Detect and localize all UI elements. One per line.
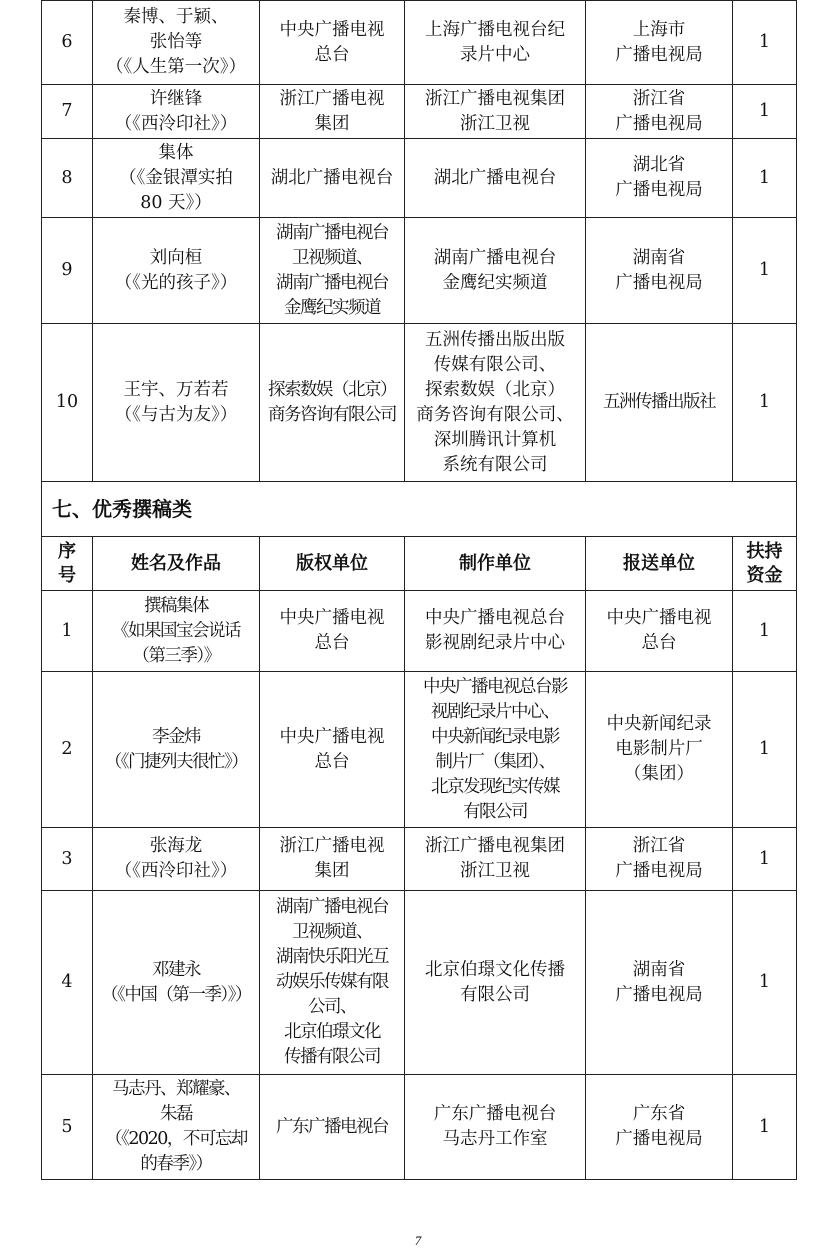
row-number: 3 bbox=[42, 828, 93, 891]
copyright-unit: 浙江广播电视 集团 bbox=[260, 85, 405, 139]
name-and-work: 邓建永 （《中国（第一季）》） bbox=[93, 891, 260, 1075]
table-row bbox=[42, 139, 797, 218]
row-number: 5 bbox=[42, 1075, 93, 1180]
production-unit: 五洲传播出版出版 传媒有限公司、 探索数娱（北京） 商务咨询有限公司、 深圳腾讯计算机 系统有限公司 bbox=[405, 324, 586, 482]
submitting-unit: 浙江省 广播电视局 bbox=[586, 828, 733, 891]
row-number: 4 bbox=[42, 891, 93, 1075]
row-number: 10 bbox=[42, 324, 93, 482]
table-header-row bbox=[42, 537, 797, 591]
award-table bbox=[41, 0, 797, 1180]
table-row bbox=[42, 828, 797, 891]
copyright-unit: 湖南广播电视台 卫视频道、 湖南快乐阳光互 动娱乐传媒有限 公司、 北京伯璟文化 传播有限公司 bbox=[260, 891, 405, 1075]
support-fund: 1 bbox=[733, 891, 797, 1075]
table-row bbox=[42, 1075, 797, 1180]
section-heading-row bbox=[42, 482, 797, 537]
copyright-unit: 浙江广播电视 集团 bbox=[260, 828, 405, 891]
submitting-unit: 湖南省 广播电视局 bbox=[586, 218, 733, 324]
header-production-unit: 制作单位 bbox=[405, 537, 586, 591]
section-title: 七、优秀撰稿类 bbox=[42, 482, 797, 537]
table-row bbox=[42, 324, 797, 482]
submitting-unit: 中央新闻纪录 电影制片厂 （集团） bbox=[586, 672, 733, 828]
production-unit: 广东广播电视台 马志丹工作室 bbox=[405, 1075, 586, 1180]
row-number: 8 bbox=[42, 139, 93, 218]
row-number: 6 bbox=[42, 1, 93, 85]
submitting-unit: 上海市 广播电视局 bbox=[586, 1, 733, 85]
copyright-unit: 中央广播电视 总台 bbox=[260, 1, 405, 85]
support-fund: 1 bbox=[733, 1075, 797, 1180]
table-row bbox=[42, 218, 797, 324]
support-fund: 1 bbox=[733, 828, 797, 891]
copyright-unit: 探索数娱（北京） 商务咨询有限公司 bbox=[260, 324, 405, 482]
production-unit: 中央广播电视总台 影视剧纪录片中心 bbox=[405, 591, 586, 672]
name-and-work: 秦博、于颖、 张怡等 （《人生第一次》） bbox=[93, 1, 260, 85]
submitting-unit: 五洲传播出版社 bbox=[586, 324, 733, 482]
table-row bbox=[42, 891, 797, 1075]
production-unit: 北京伯璟文化传播 有限公司 bbox=[405, 891, 586, 1075]
header-name-and-work: 姓名及作品 bbox=[93, 537, 260, 591]
page-number: 7 bbox=[414, 1233, 422, 1248]
name-and-work: 李金炜 （《门捷列夫很忙》） bbox=[93, 672, 260, 828]
row-number: 1 bbox=[42, 591, 93, 672]
support-fund: 1 bbox=[733, 1, 797, 85]
production-unit: 上海广播电视台纪 录片中心 bbox=[405, 1, 586, 85]
name-and-work: 刘向桓 （《光的孩子》） bbox=[93, 218, 260, 324]
submitting-unit: 中央广播电视 总台 bbox=[586, 591, 733, 672]
copyright-unit: 中央广播电视 总台 bbox=[260, 672, 405, 828]
support-fund: 1 bbox=[733, 218, 797, 324]
production-unit: 中央广播电视总台影 视剧纪录片中心、 中央新闻纪录电影 制片厂（集团）、 北京发现纪实传媒 有限公司 bbox=[405, 672, 586, 828]
name-and-work: 张海龙 （《西泠印社》） bbox=[93, 828, 260, 891]
header-support-fund: 扶持 资金 bbox=[733, 537, 797, 591]
name-and-work: 许继锋 （《西泠印社》） bbox=[93, 85, 260, 139]
name-and-work: 撰稿集体 《如果国宝会说话 （第三季）》 bbox=[93, 591, 260, 672]
copyright-unit: 湖南广播电视台 卫视频道、 湖南广播电视台 金鹰纪实频道 bbox=[260, 218, 405, 324]
support-fund: 1 bbox=[733, 85, 797, 139]
copyright-unit: 广东广播电视台 bbox=[260, 1075, 405, 1180]
production-unit: 湖北广播电视台 bbox=[405, 139, 586, 218]
production-unit: 浙江广播电视集团 浙江卫视 bbox=[405, 828, 586, 891]
table-row bbox=[42, 591, 797, 672]
header-copyright-unit: 版权单位 bbox=[260, 537, 405, 591]
support-fund: 1 bbox=[733, 324, 797, 482]
row-number: 7 bbox=[42, 85, 93, 139]
header-number: 序 号 bbox=[42, 537, 93, 591]
submitting-unit: 湖北省 广播电视局 bbox=[586, 139, 733, 218]
support-fund: 1 bbox=[733, 672, 797, 828]
table-row bbox=[42, 672, 797, 828]
row-number: 2 bbox=[42, 672, 93, 828]
support-fund: 1 bbox=[733, 139, 797, 218]
name-and-work: 集体 （《金银潭实拍 80 天》） bbox=[93, 139, 260, 218]
copyright-unit: 湖北广播电视台 bbox=[260, 139, 405, 218]
submitting-unit: 广东省 广播电视局 bbox=[586, 1075, 733, 1180]
header-submitting-unit: 报送单位 bbox=[586, 537, 733, 591]
submitting-unit: 浙江省 广播电视局 bbox=[586, 85, 733, 139]
table-row bbox=[42, 1, 797, 85]
name-and-work: 马志丹、郑耀豪、 朱磊 （《2020，不可忘却 的春季》） bbox=[93, 1075, 260, 1180]
row-number: 9 bbox=[42, 218, 93, 324]
production-unit: 湖南广播电视台 金鹰纪实频道 bbox=[405, 218, 586, 324]
support-fund: 1 bbox=[733, 591, 797, 672]
name-and-work: 王宇、万若若 （《与古为友》） bbox=[93, 324, 260, 482]
copyright-unit: 中央广播电视 总台 bbox=[260, 591, 405, 672]
document-page bbox=[41, 0, 796, 1180]
submitting-unit: 湖南省 广播电视局 bbox=[586, 891, 733, 1075]
production-unit: 浙江广播电视集团 浙江卫视 bbox=[405, 85, 586, 139]
table-row bbox=[42, 85, 797, 139]
